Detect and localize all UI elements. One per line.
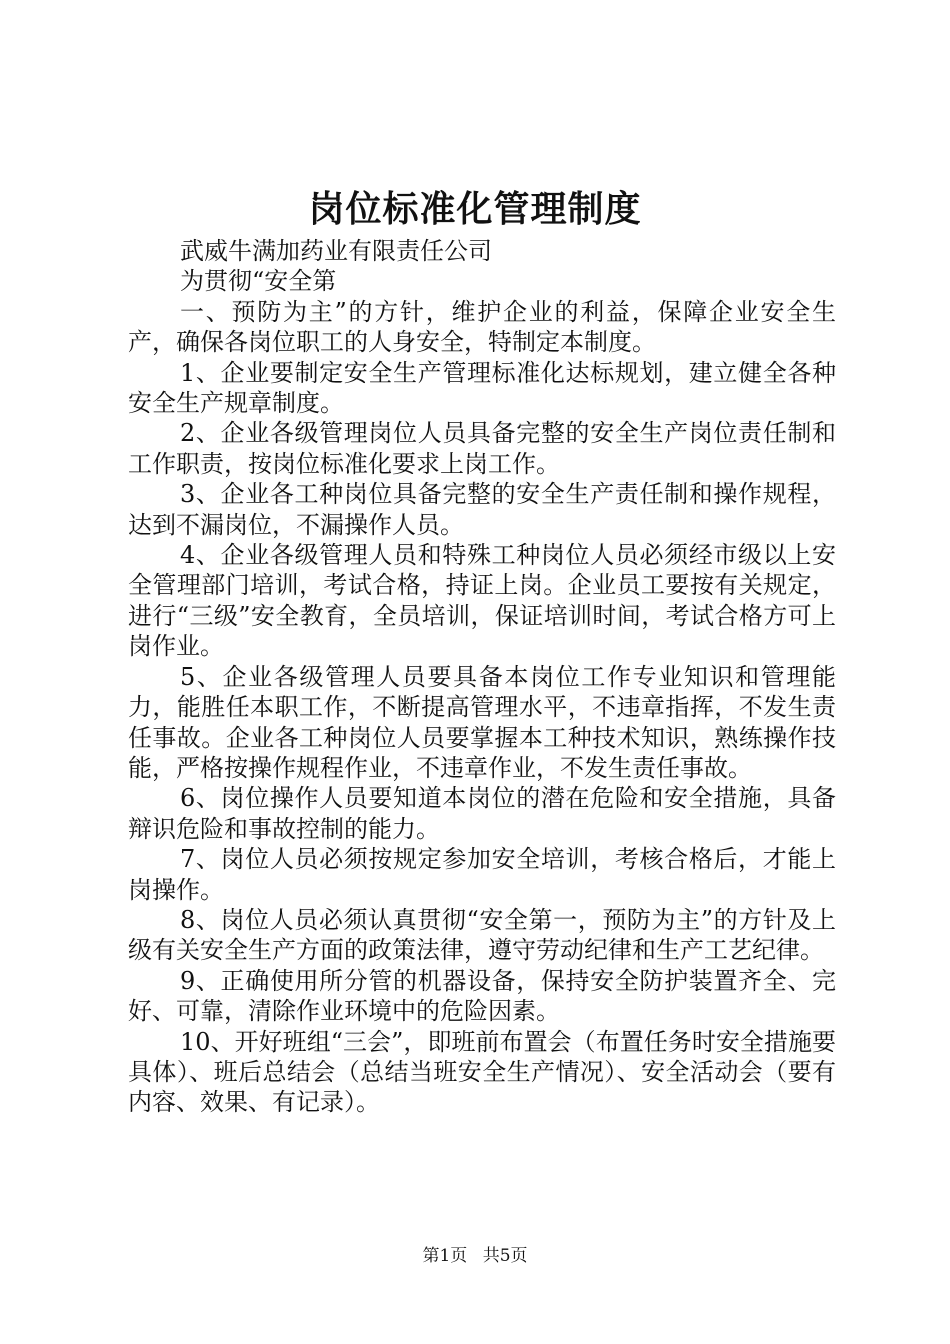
paragraph-3: 3、企业各工种岗位具备完整的安全生产责任制和操作规程，达到不漏岗位，不漏操作人员。 — [128, 480, 836, 539]
paragraph-1: 1、企业要制定安全生产管理标准化达标规划，建立健全各种安全生产规章制度。 — [128, 358, 836, 418]
page-number: 第1页 — [422, 1246, 468, 1266]
paragraph-intro: 一、预防为主”的方针，维护企业的利益，保障企业安全生产，确保各岗位职工的人身安全，特制定本制度。 — [128, 297, 836, 357]
paragraph-5: 5、企业各级管理人员要具备本岗位工作专业知识和管理能力，能胜任本职工作，不断提高管理水平，不违章指挥，不发生责任事故。企业各工种岗位人员要掌握本工种技术知识，熟练操作技能，严格按操作规程作业，不违章作业，不发生责任事故。 — [128, 662, 836, 782]
paragraph-9: 9、正确使用所分管的机器设备，保持安全防护装置齐全、完好、可靠，清除作业环境中的危险因素。 — [128, 966, 836, 1026]
page-footer — [0, 1244, 950, 1268]
paragraph-10: 10、开好班组“三会”，即班前布置会（布置任务时安全措施要具体）、班后总结会（总结当班安全生产情况）、安全活动会（要有内容、效果、有记录）。 — [128, 1027, 836, 1117]
paragraph-6: 6、岗位操作人员要知道本岗位的潜在危险和安全措施，具备辩识危险和事故控制的能力。 — [128, 784, 836, 843]
document-title: 岗位标准化管理制度 — [308, 188, 642, 230]
document-body — [128, 236, 836, 1118]
intro-line: 为贯彻“安全第 — [180, 267, 337, 296]
paragraph-8: 8、岗位人员必须认真贯彻“安全第一，预防为主”的方针及上级有关安全生产方面的政策法律，遵守劳动纪律和生产工艺纪律。 — [128, 905, 836, 965]
paragraph-4: 4、企业各级管理人员和特殊工种岗位人员必须经市级以上安全管理部门培训，考试合格，持证上岗。企业员工要按有关规定，进行“三级”安全教育，全员培训，保证培训时间，考试合格方可上岗作业。 — [128, 541, 836, 661]
page-total: 共5页 — [482, 1246, 528, 1266]
paragraph-7: 7、岗位人员必须按规定参加安全培训，考核合格后，才能上岗操作。 — [128, 845, 836, 904]
paragraph-2: 2、企业各级管理岗位人员具备完整的安全生产岗位责任制和工作职责，按岗位标准化要求上岗工作。 — [128, 419, 836, 478]
company-name: 武威牛满加药业有限责任公司 — [180, 237, 492, 265]
